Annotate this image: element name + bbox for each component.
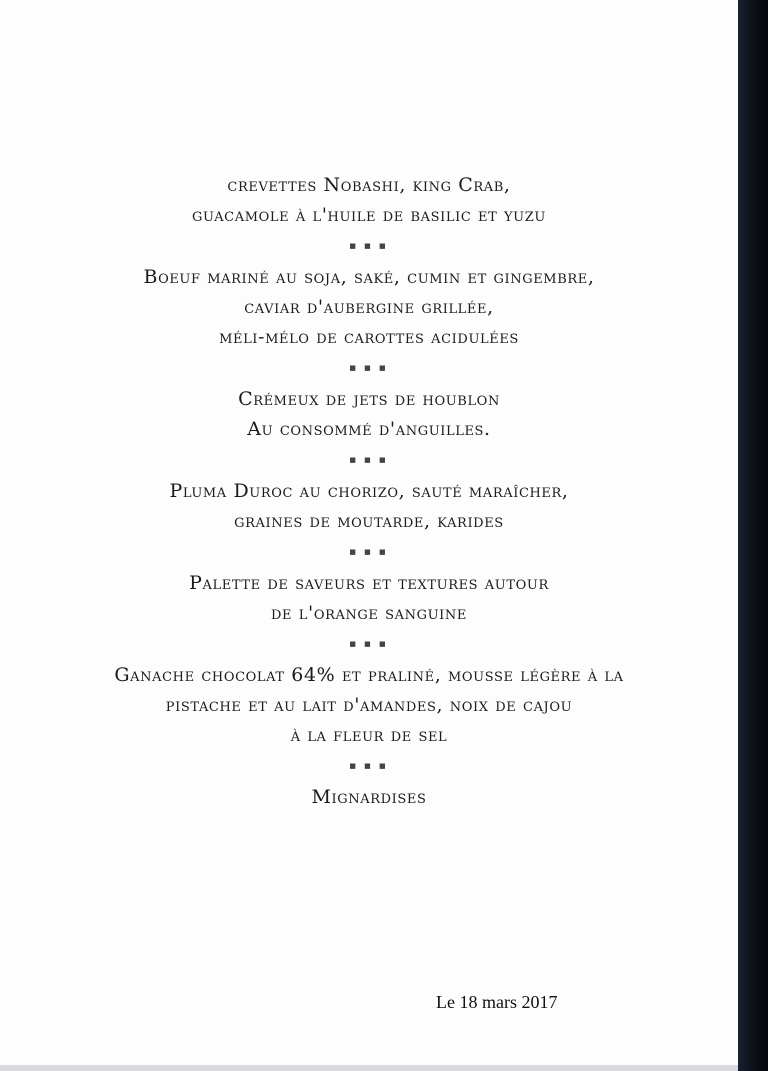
course-5 [0, 568, 738, 628]
course-line: crevettes Nobashi, king Crab, [227, 174, 511, 196]
course-3 [0, 384, 738, 444]
separator: ■ ■ ■ [349, 364, 389, 372]
course-line: pistache et au lait d'amandes, noix de cajou [165, 694, 573, 716]
menu-date: Le 18 mars 2017 [436, 992, 558, 1012]
course-line: Pluma Duroc au chorizo, sauté maraîcher, [169, 480, 569, 502]
separator: ■ ■ ■ [349, 242, 389, 250]
course-4 [0, 476, 738, 536]
course-line: méli-mélo de carottes acidulées [219, 326, 519, 348]
separator: ■ ■ ■ [349, 762, 389, 770]
course-line: guacamole à l'huile de basilic et yuzu [192, 204, 546, 226]
course-line: Crémeux de jets de houblon [238, 388, 500, 410]
course-7 [0, 782, 738, 812]
course-line: de l'orange sanguine [271, 602, 467, 624]
course-line: Ganache chocolat 64% et praliné, mousse légère à la [114, 664, 624, 686]
menu-list [0, 170, 738, 812]
course-line: graines de moutarde, karides [234, 510, 504, 532]
separator: ■ ■ ■ [349, 548, 389, 556]
course-line: Mignardises [311, 786, 427, 808]
course-line: à la fleur de sel [290, 724, 448, 746]
course-1 [0, 170, 738, 230]
separator: ■ ■ ■ [349, 456, 389, 464]
course-2 [0, 262, 738, 352]
scan-edge [738, 0, 768, 1071]
course-line: Au consommé d'anguilles. [247, 418, 491, 440]
separator: ■ ■ ■ [349, 640, 389, 648]
scan-bottom-edge [0, 1065, 738, 1071]
course-line: Palette de saveurs et textures autour [189, 572, 549, 594]
course-line: Boeuf mariné au soja, saké, cumin et gingembre, [143, 266, 595, 288]
course-6 [0, 660, 738, 750]
course-line: caviar d'aubergine grillée, [244, 296, 494, 318]
